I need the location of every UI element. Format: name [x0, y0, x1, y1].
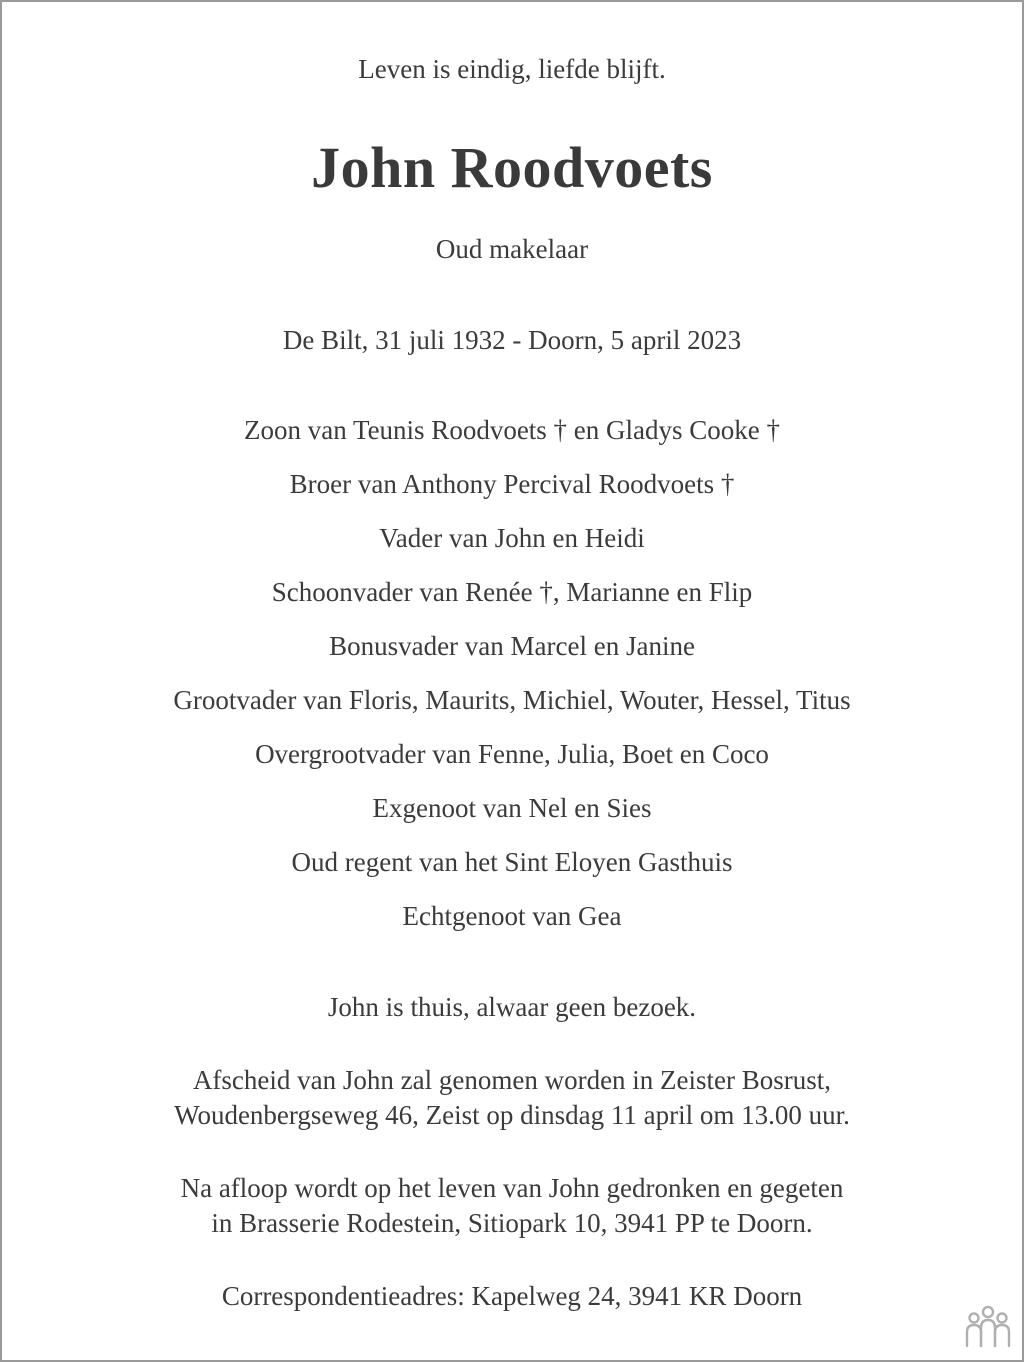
farewell-line: Woudenbergseweg 46, Zeist op dinsdag 11 april om 13.00 uur.: [174, 1100, 850, 1130]
correspondence-address: Correspondentieadres: Kapelweg 24, 3941 KR Doorn: [221, 1281, 803, 1311]
farewell-line: Afscheid van John zal genomen worden in Zeister Bosrust,: [192, 1065, 832, 1095]
profession: Oud makelaar: [435, 234, 589, 264]
birth-death-dates: De Bilt, 31 juli 1932 - Doorn, 5 april 2023: [282, 325, 742, 355]
motto: Leven is eindig, liefde blijft.: [358, 54, 666, 84]
relation-line: Broer van Anthony Percival Roodvoets †: [289, 469, 735, 499]
relation-line: Zoon van Teunis Roodvoets † en Gladys Cooke †: [243, 415, 781, 445]
afterwards-line: in Brasserie Rodestein, Sitiopark 10, 3941 PP te Doorn.: [211, 1208, 813, 1238]
relation-line: Bonusvader van Marcel en Janine: [329, 631, 695, 661]
deceased-name: John Roodvoets: [311, 135, 713, 200]
relation-line: Exgenoot van Nel en Sies: [372, 793, 652, 823]
people-group-icon: [962, 1304, 1014, 1350]
relation-line: Schoonvader van Renée †, Marianne en Flip: [271, 577, 753, 607]
visit-note: John is thuis, alwaar geen bezoek.: [327, 992, 697, 1022]
afterwards-line: Na afloop wordt op het leven van John gedronken en gegeten: [180, 1173, 844, 1203]
relation-line: Oud regent van het Sint Eloyen Gasthuis: [291, 847, 733, 877]
relation-line: Vader van John en Heidi: [379, 523, 645, 553]
relation-line: Overgrootvader van Fenne, Julia, Boet en Coco: [255, 739, 769, 769]
relation-line: Echtgenoot van Gea: [402, 901, 622, 931]
relation-line: Grootvader van Floris, Maurits, Michiel, Wouter, Hessel, Titus: [173, 685, 851, 715]
